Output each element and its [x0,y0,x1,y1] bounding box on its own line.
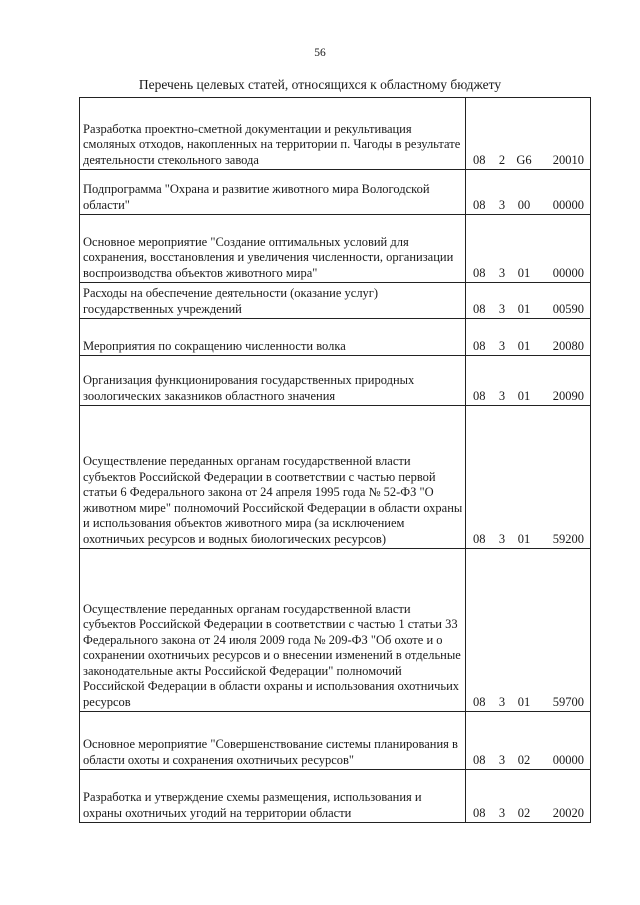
row-code [466,712,591,770]
code-program: 08 [473,694,486,709]
row-code [466,215,591,283]
row-code [466,549,591,712]
table-row [80,283,591,319]
row-name: Основное мероприятие "Создание оптимальных условий для сохранения, восстановления и увеличения численности, организации воспроизводства объектов животного мира" [80,215,466,283]
code-program: 08 [473,338,486,353]
code-direction: 00000 [552,265,584,280]
code-direction: 59200 [552,531,584,546]
code-activity: 01 [517,531,531,546]
document-title: Перечень целевых статей, относящихся к областному бюджету [138,77,502,92]
code-subprogram: 3 [498,531,506,546]
code-activity: 01 [517,301,531,316]
code-program: 08 [473,265,486,280]
code-subprogram: 3 [498,197,506,212]
row-name: Организация функционирования государственных природных зоологических заказников областного значения [80,356,466,406]
code-program: 08 [473,301,486,316]
row-name: Подпрограмма "Охрана и развитие животного мира Вологодской области" [80,170,466,215]
row-code [466,98,591,170]
table-row [80,319,591,356]
code-program: 08 [473,388,486,403]
page-number: 56 [314,47,326,59]
target-articles-table [79,97,591,823]
code-subprogram: 3 [498,694,506,709]
row-name: Разработка проектно-сметной документации и рекультивация смоляных отходов, накопленных на территории п. Чагоды в результате деятельности стекольного завода [80,98,466,170]
code-direction: 59700 [552,694,584,709]
code-direction: 20020 [552,805,584,820]
row-code [466,170,591,215]
code-subprogram: 3 [498,752,506,767]
code-activity: G6 [516,152,532,167]
table-row [80,170,591,215]
code-activity: 02 [517,805,531,820]
code-program: 08 [473,197,486,212]
code-direction: 00590 [552,301,584,316]
row-name: Мероприятия по сокращению численности волка [80,319,466,356]
code-direction: 00000 [552,197,584,212]
code-subprogram: 3 [498,388,506,403]
row-name: Основное мероприятие "Совершенствование системы планирования в области охоты и сохранения охотничьих ресурсов" [80,712,466,770]
code-subprogram: 3 [498,805,506,820]
code-activity: 02 [517,752,531,767]
code-subprogram: 3 [498,338,506,353]
code-activity: 01 [517,694,531,709]
row-name: Расходы на обеспечение деятельности (оказание услуг) государственных учреждений [80,283,466,319]
code-program: 08 [473,531,486,546]
table-row [80,356,591,406]
table-row [80,770,591,823]
row-code [466,406,591,549]
code-direction: 00000 [552,752,584,767]
row-code [466,283,591,319]
code-direction: 20080 [552,338,584,353]
code-direction: 20090 [552,388,584,403]
row-name: Осуществление переданных органам государственной власти субъектов Российской Федерации в соответствии с частью первой статьи 6 Федерального закона от 24 апреля 1995 года № 52-ФЗ "О животном мире" полномочий Российской Федерации в области охраны и использования объектов животного мира (за исключением охотничьих ресурсов и водных биологических ресурсов) [80,406,466,549]
table-row [80,549,591,712]
table-row [80,98,591,170]
row-code [466,356,591,406]
code-subprogram: 3 [498,265,506,280]
code-subprogram: 3 [498,301,506,316]
code-program: 08 [473,752,486,767]
table-row [80,406,591,549]
code-activity: 00 [517,197,531,212]
code-program: 08 [473,152,486,167]
code-activity: 01 [517,265,531,280]
code-activity: 01 [517,338,531,353]
row-code [466,770,591,823]
table-row [80,712,591,770]
row-name: Осуществление переданных органам государственной власти субъектов Российской Федерации в соответствии с частью 1 статьи 33 Федерального закона от 24 июля 2009 года № 209-ФЗ "Об охоте и о сохранении охотничьих ресурсов и о внесении изменений в отдельные законодательные акты Российской Федерации" полномочий Российской Федерации в области охраны и использования охотничьих ресурсов [80,549,466,712]
code-subprogram: 2 [498,152,506,167]
table-row [80,215,591,283]
code-activity: 01 [517,388,531,403]
code-direction: 20010 [552,152,584,167]
row-name: Разработка и утверждение схемы размещения, использования и охраны охотничьих угодий на территории области [80,770,466,823]
code-program: 08 [473,805,486,820]
row-code [466,319,591,356]
